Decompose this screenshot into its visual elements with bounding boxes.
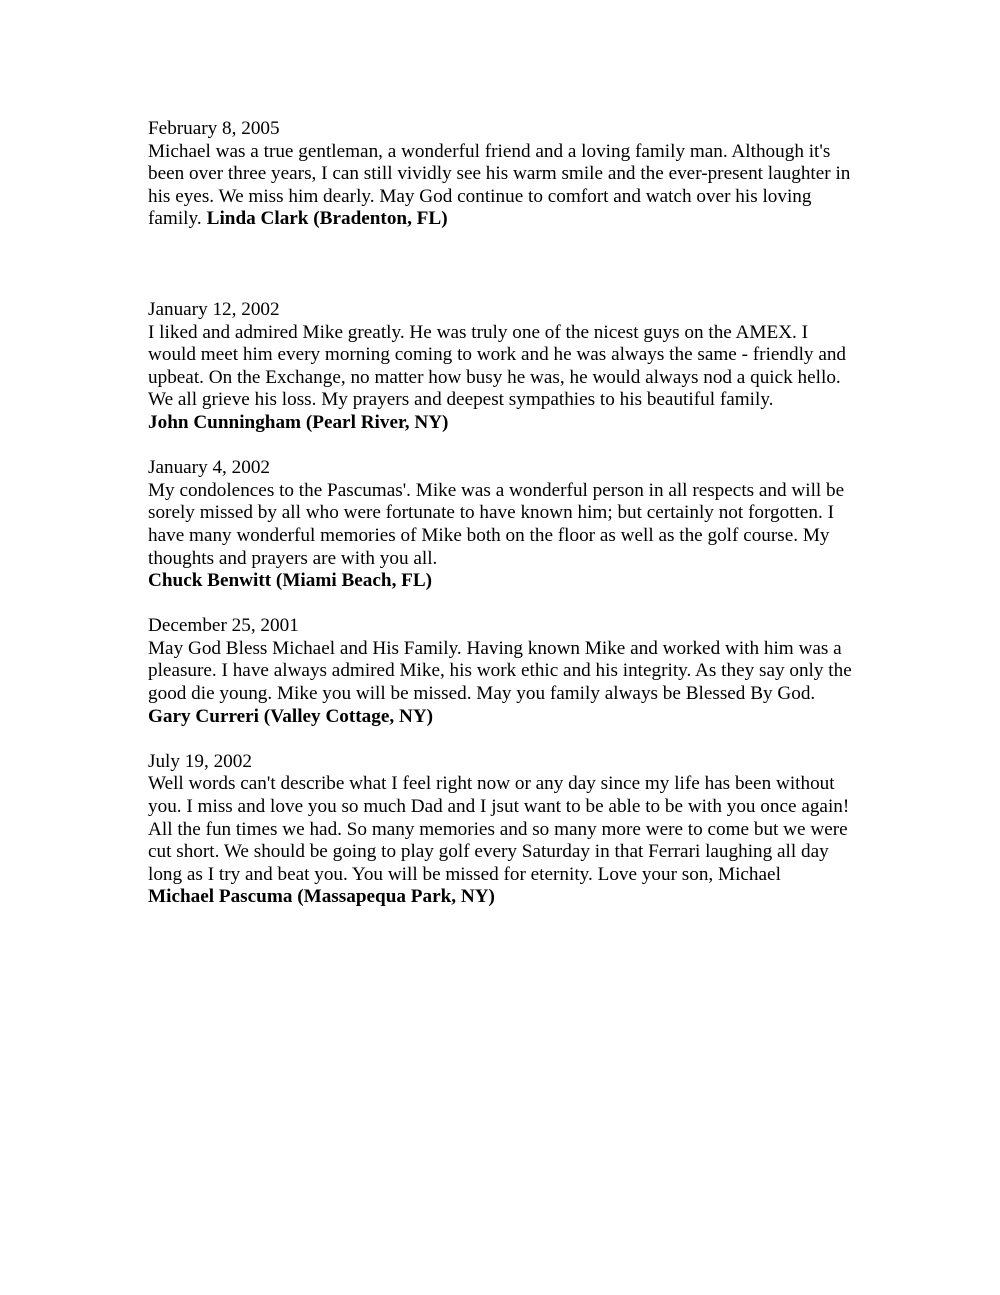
spacer: [148, 728, 860, 751]
entry-text: My condolences to the Pascumas'. Mike was a wonderful person in all respects and will be sorely missed by all who were fortunate to have known him; but certainly not forgotten. I have many wonderful memories of Mike both on the floor as well as the golf course. My thoughts and prayers are with you all.: [148, 479, 845, 569]
entry-date: December 25, 2001: [148, 615, 299, 637]
entry-author: Gary Curreri (Valley Cottage, NY): [148, 705, 434, 727]
entry-john-cunningham: [148, 299, 860, 435]
spacer: [148, 593, 860, 616]
entry-michael-pascuma: [148, 751, 860, 909]
entry-linda-clark: [148, 118, 860, 231]
entry-author: John Cunningham (Pearl River, NY): [148, 411, 449, 433]
entry-text: Well words can't describe what I feel right now or any day since my life has been without you. I miss and love you so much Dad and I jsut want to be able to be with you once again! All the fun times we had. So many memories and so many more were to come but we were cut short. We should be going to play golf every Saturday in that Ferrari laughing all day long as I try and beat you. You will be missed for eternity. Love your son, Michael: [148, 773, 850, 885]
entry-date: January 12, 2002: [148, 298, 280, 320]
entry-author: Chuck Benwitt (Miami Beach, FL): [148, 570, 433, 592]
entry-text: Michael was a true gentleman, a wonderful friend and a loving family man. Although it's been over three years, I can still vividly see his warm smile and the ever-present laughter in his eyes. We miss him dearly. May God continue to comfort and watch over his loving family.: [148, 140, 851, 230]
entry-text: May God Bless Michael and His Family. Having known Mike and worked with him was a pleasure. I have always admired Mike, his work ethic and his integrity. As they say only the good die young. Mike you will be missed. May you family always be Blessed By God.: [148, 637, 852, 705]
entry-author: Linda Clark (Bradenton, FL): [206, 208, 448, 230]
entry-gary-curreri: [148, 615, 860, 728]
entry-text: I liked and admired Mike greatly. He was truly one of the nicest guys on the AMEX. I would meet him every morning coming to work and he was always the same - friendly and upbeat. On the Exchange, no matter how busy he was, he would always nod a quick hello. We all grieve his loss. My prayers and deepest sympathies to his beautiful family.: [148, 321, 847, 411]
spacer: [148, 231, 860, 299]
entry-chuck-benwitt: [148, 457, 860, 593]
entry-author: Michael Pascuma (Massapequa Park, NY): [148, 886, 495, 908]
spacer: [148, 435, 860, 458]
entry-date: July 19, 2002: [148, 750, 252, 772]
entry-date: February 8, 2005: [148, 118, 280, 139]
guestbook-page: [148, 118, 860, 909]
entry-date: January 4, 2002: [148, 457, 271, 479]
